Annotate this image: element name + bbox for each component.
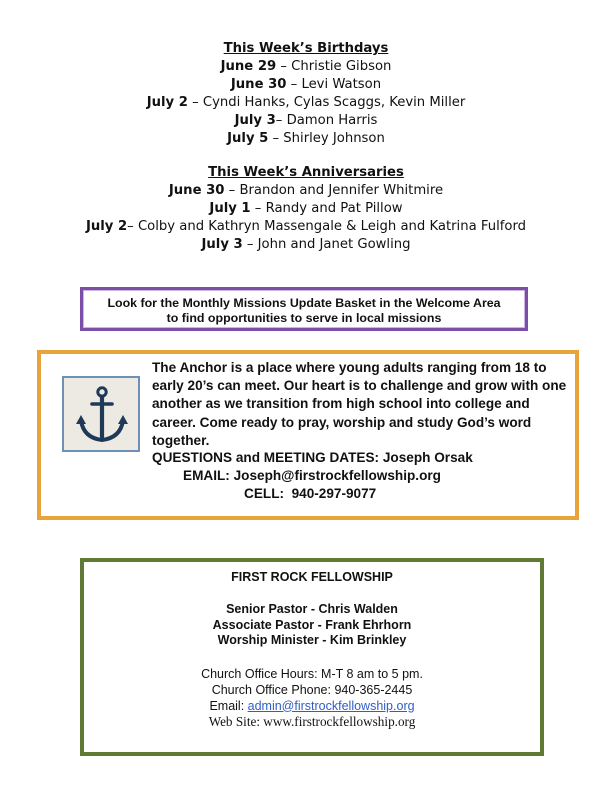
website-line: Web Site: www.firstrockfellowship.org bbox=[208, 713, 416, 729]
office-info bbox=[84, 666, 540, 730]
contact-cell: CELL: 940-297-9077 bbox=[244, 486, 377, 501]
missions-line-1: Look for the Monthly Missions Update Basket in the Welcome Area bbox=[107, 296, 501, 310]
birthday-item: July 2 – Cyndi Hanks, Cylas Scaggs, Kevin Miller bbox=[146, 95, 466, 110]
email-label: Email: bbox=[209, 698, 248, 713]
birthdays-heading: This Week’s Birthdays bbox=[223, 41, 389, 56]
missions-notice-box bbox=[80, 287, 528, 331]
anniversary-item: July 3 – John and Janet Gowling bbox=[201, 237, 411, 252]
anniversary-item: July 1 – Randy and Pat Pillow bbox=[209, 201, 403, 216]
staff-senior-pastor: Senior Pastor - Chris Walden bbox=[226, 602, 398, 616]
birthday-item: June 30 – Levi Watson bbox=[230, 77, 382, 92]
church-name: FIRST ROCK FELLOWSHIP bbox=[231, 570, 393, 584]
missions-line-2: to find opportunities to serve in local missions bbox=[166, 311, 442, 325]
contact-questions: QUESTIONS and MEETING DATES: Joseph Orsak bbox=[152, 450, 473, 465]
birthday-item: June 29 – Christie Gibson bbox=[220, 59, 392, 74]
anchor-icon bbox=[73, 384, 131, 446]
office-email-line bbox=[84, 698, 540, 714]
anniversaries-section bbox=[0, 164, 612, 254]
anniversary-item: July 2– Colby and Kathryn Massengale & Leigh and Katrina Fulford bbox=[85, 219, 527, 234]
staff-associate-pastor: Associate Pastor - Frank Ehrhorn bbox=[212, 617, 412, 632]
staff-worship-minister: Worship Minister - Kim Brinkley bbox=[217, 633, 407, 647]
church-info-box bbox=[80, 558, 544, 756]
staff-list bbox=[84, 602, 540, 649]
email-link[interactable]: admin@firstrockfellowship.org bbox=[247, 698, 415, 713]
anchor-logo bbox=[62, 376, 140, 452]
office-hours: Church Office Hours: M-T 8 am to 5 pm. bbox=[201, 666, 423, 681]
anchor-ministry-box bbox=[37, 350, 579, 520]
anniversaries-heading: This Week’s Anniversaries bbox=[208, 165, 404, 180]
birthday-item: July 5 – Shirley Johnson bbox=[227, 131, 385, 146]
anchor-contact-block bbox=[152, 449, 482, 503]
birthdays-section bbox=[0, 40, 612, 148]
contact-email: EMAIL: Joseph@firstrockfellowship.org bbox=[183, 468, 441, 483]
anniversary-item: June 30 – Brandon and Jennifer Whitmire bbox=[168, 183, 444, 198]
office-phone: Church Office Phone: 940-365-2445 bbox=[211, 682, 413, 697]
birthday-item: July 3– Damon Harris bbox=[234, 113, 378, 128]
anchor-description: The Anchor is a place where young adults ranging from 18 to early 20’s can meet. Our heart is to challenge and grow with one another as we transition from high school into college and career. Come ready to pray, worship and study God’s word together. bbox=[152, 360, 567, 448]
